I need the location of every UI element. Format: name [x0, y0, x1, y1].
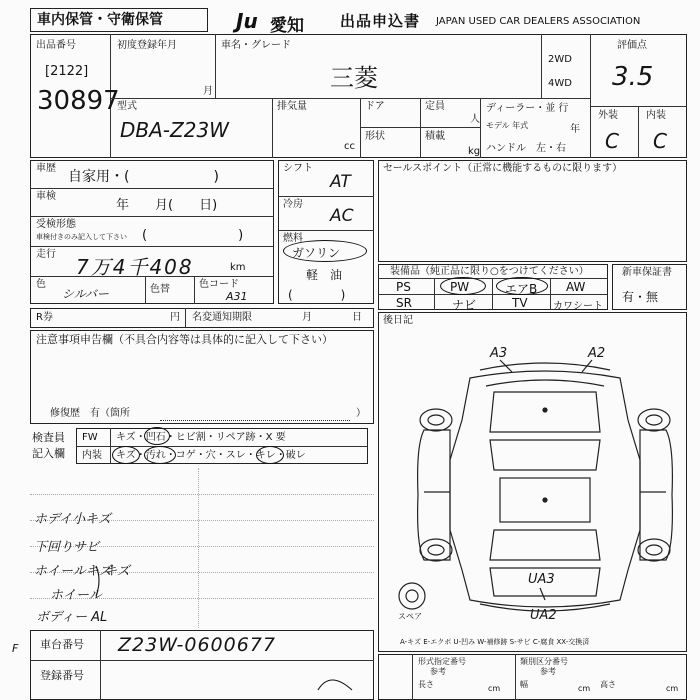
ext-items: キズ・凹石・ヒビ割・リペア跡・X 要 — [116, 432, 286, 443]
ref-label-1: 参考 — [430, 667, 446, 676]
mileage-label: 走行 — [36, 249, 56, 260]
inspection-value: 年 月( 日) — [116, 198, 218, 213]
length-label: 長さ — [418, 680, 434, 689]
first-reg-label: 初度登録年月 — [117, 40, 177, 51]
ju-logo: Ju — [236, 9, 258, 33]
maker-label: 車名・グレード — [221, 40, 291, 51]
shape-label: 形状 — [365, 131, 385, 142]
equipment-label: 装備品（純正品に限り○をつけてください） — [390, 266, 589, 277]
association-name: JAPAN USED CAR DEALERS ASSOCIATION — [436, 16, 641, 27]
color-change-label: 色替 — [150, 284, 170, 295]
inspector-label: 検査員 — [32, 431, 65, 444]
mark-ua2: UA2 — [530, 608, 557, 623]
dealer-label: ディーラー・並 行 — [486, 103, 569, 114]
history-value: 自家用・( ) — [68, 169, 219, 185]
mark-ua3: UA3 — [528, 572, 555, 587]
sales-point-label: セールスポイント（正常に機能するものに限ります） — [383, 163, 623, 174]
form-cert-label: 形式指定番号 — [418, 657, 466, 666]
cm-unit-3: cm — [666, 684, 679, 693]
lot-code: [2122] — [45, 64, 89, 79]
interior-score-value: C — [653, 129, 667, 153]
org-name: 愛知 — [270, 16, 304, 36]
cooler-value: AC — [330, 206, 354, 226]
note-4: ホイール — [50, 588, 102, 603]
displacement-label: 排気量 — [277, 101, 307, 112]
receipt-label: 受検形態 — [36, 219, 76, 230]
warranty-label: 新車保証書 — [622, 267, 672, 278]
model-year-label: モデル 年式 — [486, 121, 529, 130]
model-value: DBA-Z23W — [120, 118, 229, 142]
door-label: ドア — [365, 101, 385, 112]
mark-a2: A2 — [588, 346, 606, 361]
shift-value: AT — [330, 172, 351, 192]
spare-label: スペア — [398, 612, 422, 621]
fuel-label: 燃料 — [283, 233, 303, 244]
equip-ps: PS — [396, 280, 411, 294]
equip-pw: PW — [450, 280, 470, 294]
note-5: ボディー AL — [36, 610, 108, 625]
shift-label: シフト — [283, 163, 313, 174]
fuel-other: ( ) — [288, 288, 346, 302]
attention-label: 注意事項申告欄（不具合内容等は具体的に記入して下さい） — [36, 333, 333, 346]
diagram-legend: A-キズ E-エクボ U-凹み W-補修跡 S-サビ C-腐食 XX-交換済 — [400, 638, 590, 646]
handle-label: ハンドル 左・右 — [486, 143, 566, 154]
cm-unit-2: cm — [578, 684, 591, 693]
storage-label: 車内保管・守衛保管 — [37, 12, 163, 28]
category-label: 類別区分番号 — [520, 657, 568, 666]
form-title: 出品申込書 — [340, 12, 421, 30]
km-unit: km — [230, 262, 246, 273]
receipt-value: ( ) — [142, 228, 244, 243]
lot-label: 出品番号 — [36, 40, 76, 51]
equip-navi: ナビ — [452, 298, 477, 312]
color-code-label: 色コード — [199, 279, 239, 290]
color-label: 色 — [36, 279, 46, 290]
fuel-diesel: 軽 油 — [306, 268, 343, 282]
equip-airbag: エアB — [505, 282, 538, 296]
note-side: キズ — [104, 564, 130, 579]
inspection-label: 車検 — [36, 191, 56, 202]
year-unit: 年 — [570, 124, 580, 135]
note-2: 下回りサビ — [34, 540, 100, 555]
load-label: 積載 — [425, 131, 445, 142]
note-1: ホデイ小キズ — [34, 512, 111, 527]
maker-value: 三菱 — [330, 64, 378, 92]
repair-close: ） — [356, 408, 366, 419]
int-row-label: 内装 — [82, 450, 102, 461]
ref-label-2: 参考 — [540, 667, 556, 676]
score-label: 評価点 — [617, 40, 647, 51]
history-label: 車歴 — [36, 163, 56, 174]
note-3: ホイールキズ — [34, 564, 112, 579]
equip-leather: カワシート — [553, 301, 603, 312]
width-label: 幅 — [520, 680, 528, 689]
equip-tv: TV — [512, 296, 528, 310]
lot-number: 30897 — [37, 86, 120, 116]
exterior-score-value: C — [605, 129, 619, 153]
interior-score-label: 内装 — [646, 110, 666, 121]
yen-unit: 円 — [170, 312, 180, 323]
record-label: 記入欄 — [32, 447, 65, 460]
color-value: シルバー — [62, 287, 109, 301]
score-value: 3.5 — [612, 62, 654, 92]
tax-day-unit: 日 — [352, 312, 362, 323]
receipt-note: 車検付きのみ記入して下さい — [36, 233, 127, 241]
drive-4wd: 4WD — [548, 78, 572, 89]
reg-label: 登録番号 — [40, 669, 84, 682]
cooler-label: 冷房 — [283, 199, 303, 210]
equip-sr: SR — [396, 296, 412, 310]
tax-month-unit: 月 — [302, 312, 312, 323]
exterior-score-label: 外装 — [598, 110, 618, 121]
mark-a3: A3 — [490, 346, 508, 361]
mileage-value: 7万4千408 — [76, 255, 194, 279]
first-reg-month-unit: 月 — [203, 86, 213, 97]
ext-row-label: FW — [82, 432, 98, 443]
model-label: 型式 — [117, 101, 137, 112]
equip-aw: AW — [566, 280, 586, 294]
color-code-value: A31 — [226, 290, 248, 303]
height-label: 高さ — [600, 680, 616, 689]
kg-unit: kg — [468, 146, 481, 157]
cm-unit-1: cm — [488, 684, 501, 693]
chassis-label: 車台番号 — [40, 638, 84, 651]
r-ticket-label: R券 — [36, 312, 53, 323]
tax-notice-label: 名変通知期限 — [192, 312, 252, 323]
int-items: キズ・汚れ・コゲ・穴・スレ・キレ・破レ — [116, 450, 306, 461]
fuel-gasoline: ガソリン — [292, 246, 341, 260]
chassis-value: Z23W-0600677 — [118, 634, 276, 656]
person-unit: 人 — [470, 114, 480, 125]
capacity-label: 定員 — [425, 101, 445, 112]
diagram-label: 後日記 — [383, 315, 413, 326]
drive-2wd: 2WD — [548, 54, 572, 65]
margin-mark: F — [12, 642, 19, 655]
cc-unit: cc — [344, 141, 355, 152]
warranty-value: 有・無 — [622, 290, 659, 304]
repair-label: 修復歴 有（箇所 — [50, 408, 130, 419]
